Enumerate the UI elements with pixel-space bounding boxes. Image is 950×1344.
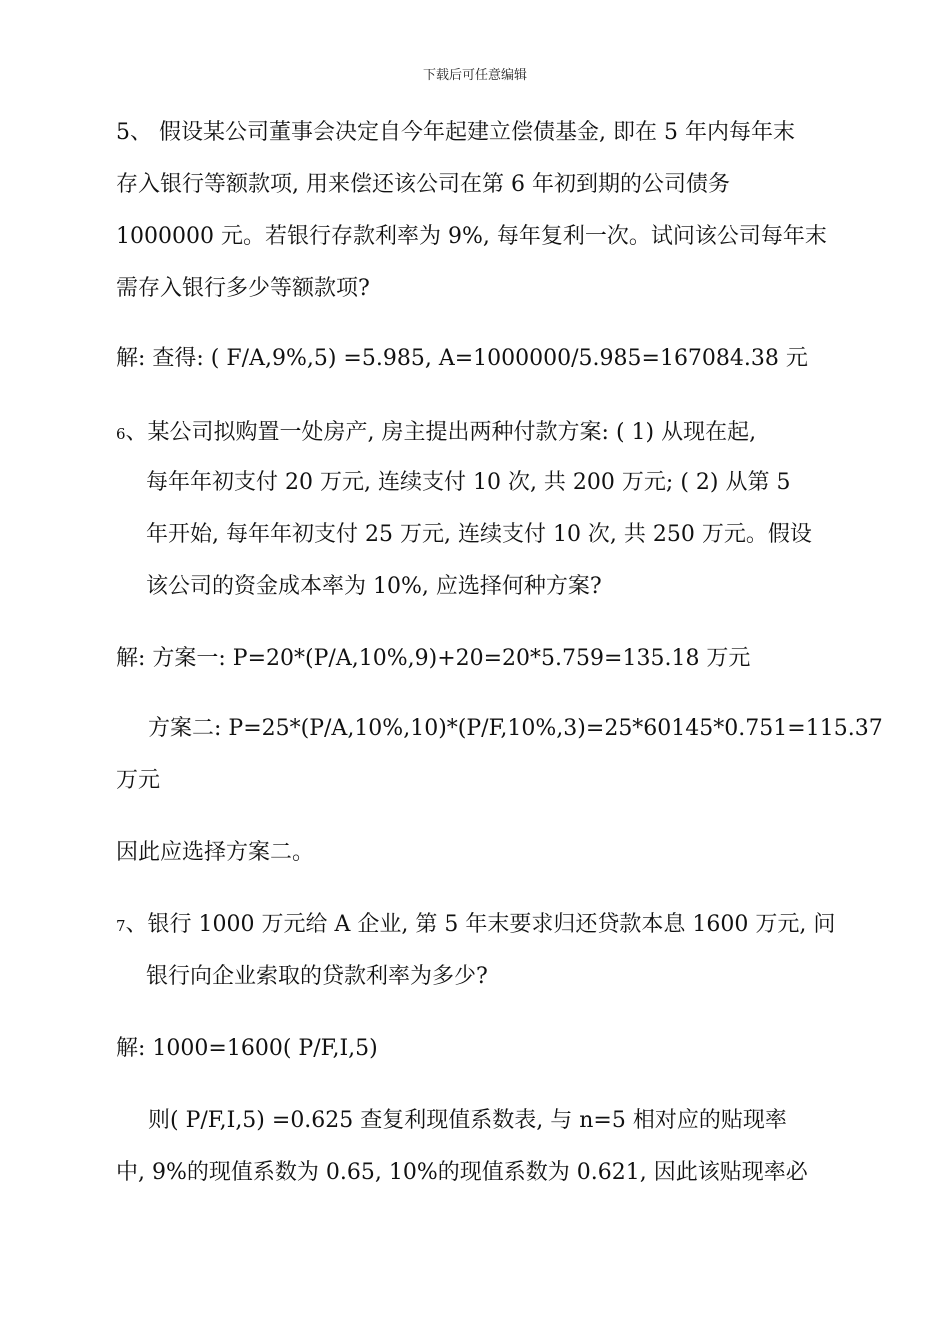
- q6-line-1: [116, 418, 756, 449]
- q7-number: 7: [116, 917, 126, 935]
- q6-line-2: 每年年初支付 20 万元, 连续支付 10 次, 共 200 万元; ( 2) 从第 5: [146, 470, 791, 495]
- q7-answer-2: 则( P/F,I,5) =0.625 查复利现值系数表, 与 n=5 相对应的贴现率: [148, 1108, 787, 1133]
- q5-answer: 解: 查得: ( F/A,9%,5) =5.985, A=1000000/5.985=167084.38 元: [116, 346, 808, 371]
- q6-line-3: 年开始, 每年年初支付 25 万元, 连续支付 10 次, 共 250 万元。假设: [146, 522, 812, 547]
- q7-answer-3: 中, 9%的现值系数为 0.65, 10%的现值系数为 0.621, 因此该贴现率必: [116, 1160, 808, 1185]
- q6-answer-2-cont: 万元: [116, 768, 161, 793]
- q6-line-1-text: 、某公司拟购置一处房产, 房主提出两种付款方案: ( 1) 从现在起,: [125, 420, 757, 445]
- q6-answer-1: 解: 方案一: P=20*(P/A,10%,9)+20=20*5.759=135.18 万元: [116, 646, 751, 671]
- q5-line-1: 5、 假设某公司董事会决定自今年起建立偿债基金, 即在 5 年内每年末: [116, 120, 795, 145]
- q5-line-3: 1000000 元。若银行存款利率为 9%, 每年复利一次。试问该公司每年末: [116, 224, 827, 249]
- q7-line-1-text: 、银行 1000 万元给 A 企业, 第 5 年末要求归还贷款本息 1600 万元, 问: [125, 912, 836, 937]
- q7-line-1: [116, 910, 835, 941]
- q7-line-2: 银行向企业索取的贷款利率为多少?: [146, 964, 488, 989]
- q6-number: 6: [116, 425, 126, 443]
- q5-line-2: 存入银行等额款项, 用来偿还该公司在第 6 年初到期的公司债务: [116, 172, 730, 197]
- q6-conclusion: 因此应选择方案二。: [116, 840, 315, 865]
- q5-line-4: 需存入银行多少等额款项?: [116, 276, 370, 301]
- q6-line-4: 该公司的资金成本率为 10%, 应选择何种方案?: [146, 574, 602, 599]
- page-header: 下载后可任意编辑: [422, 68, 527, 83]
- q6-answer-2: 方案二: P=25*(P/A,10%,10)*(P/F,10%,3)=25*60145*0.751=115.37: [148, 716, 883, 741]
- q7-answer-1: 解: 1000=1600( P/F,I,5): [116, 1036, 378, 1061]
